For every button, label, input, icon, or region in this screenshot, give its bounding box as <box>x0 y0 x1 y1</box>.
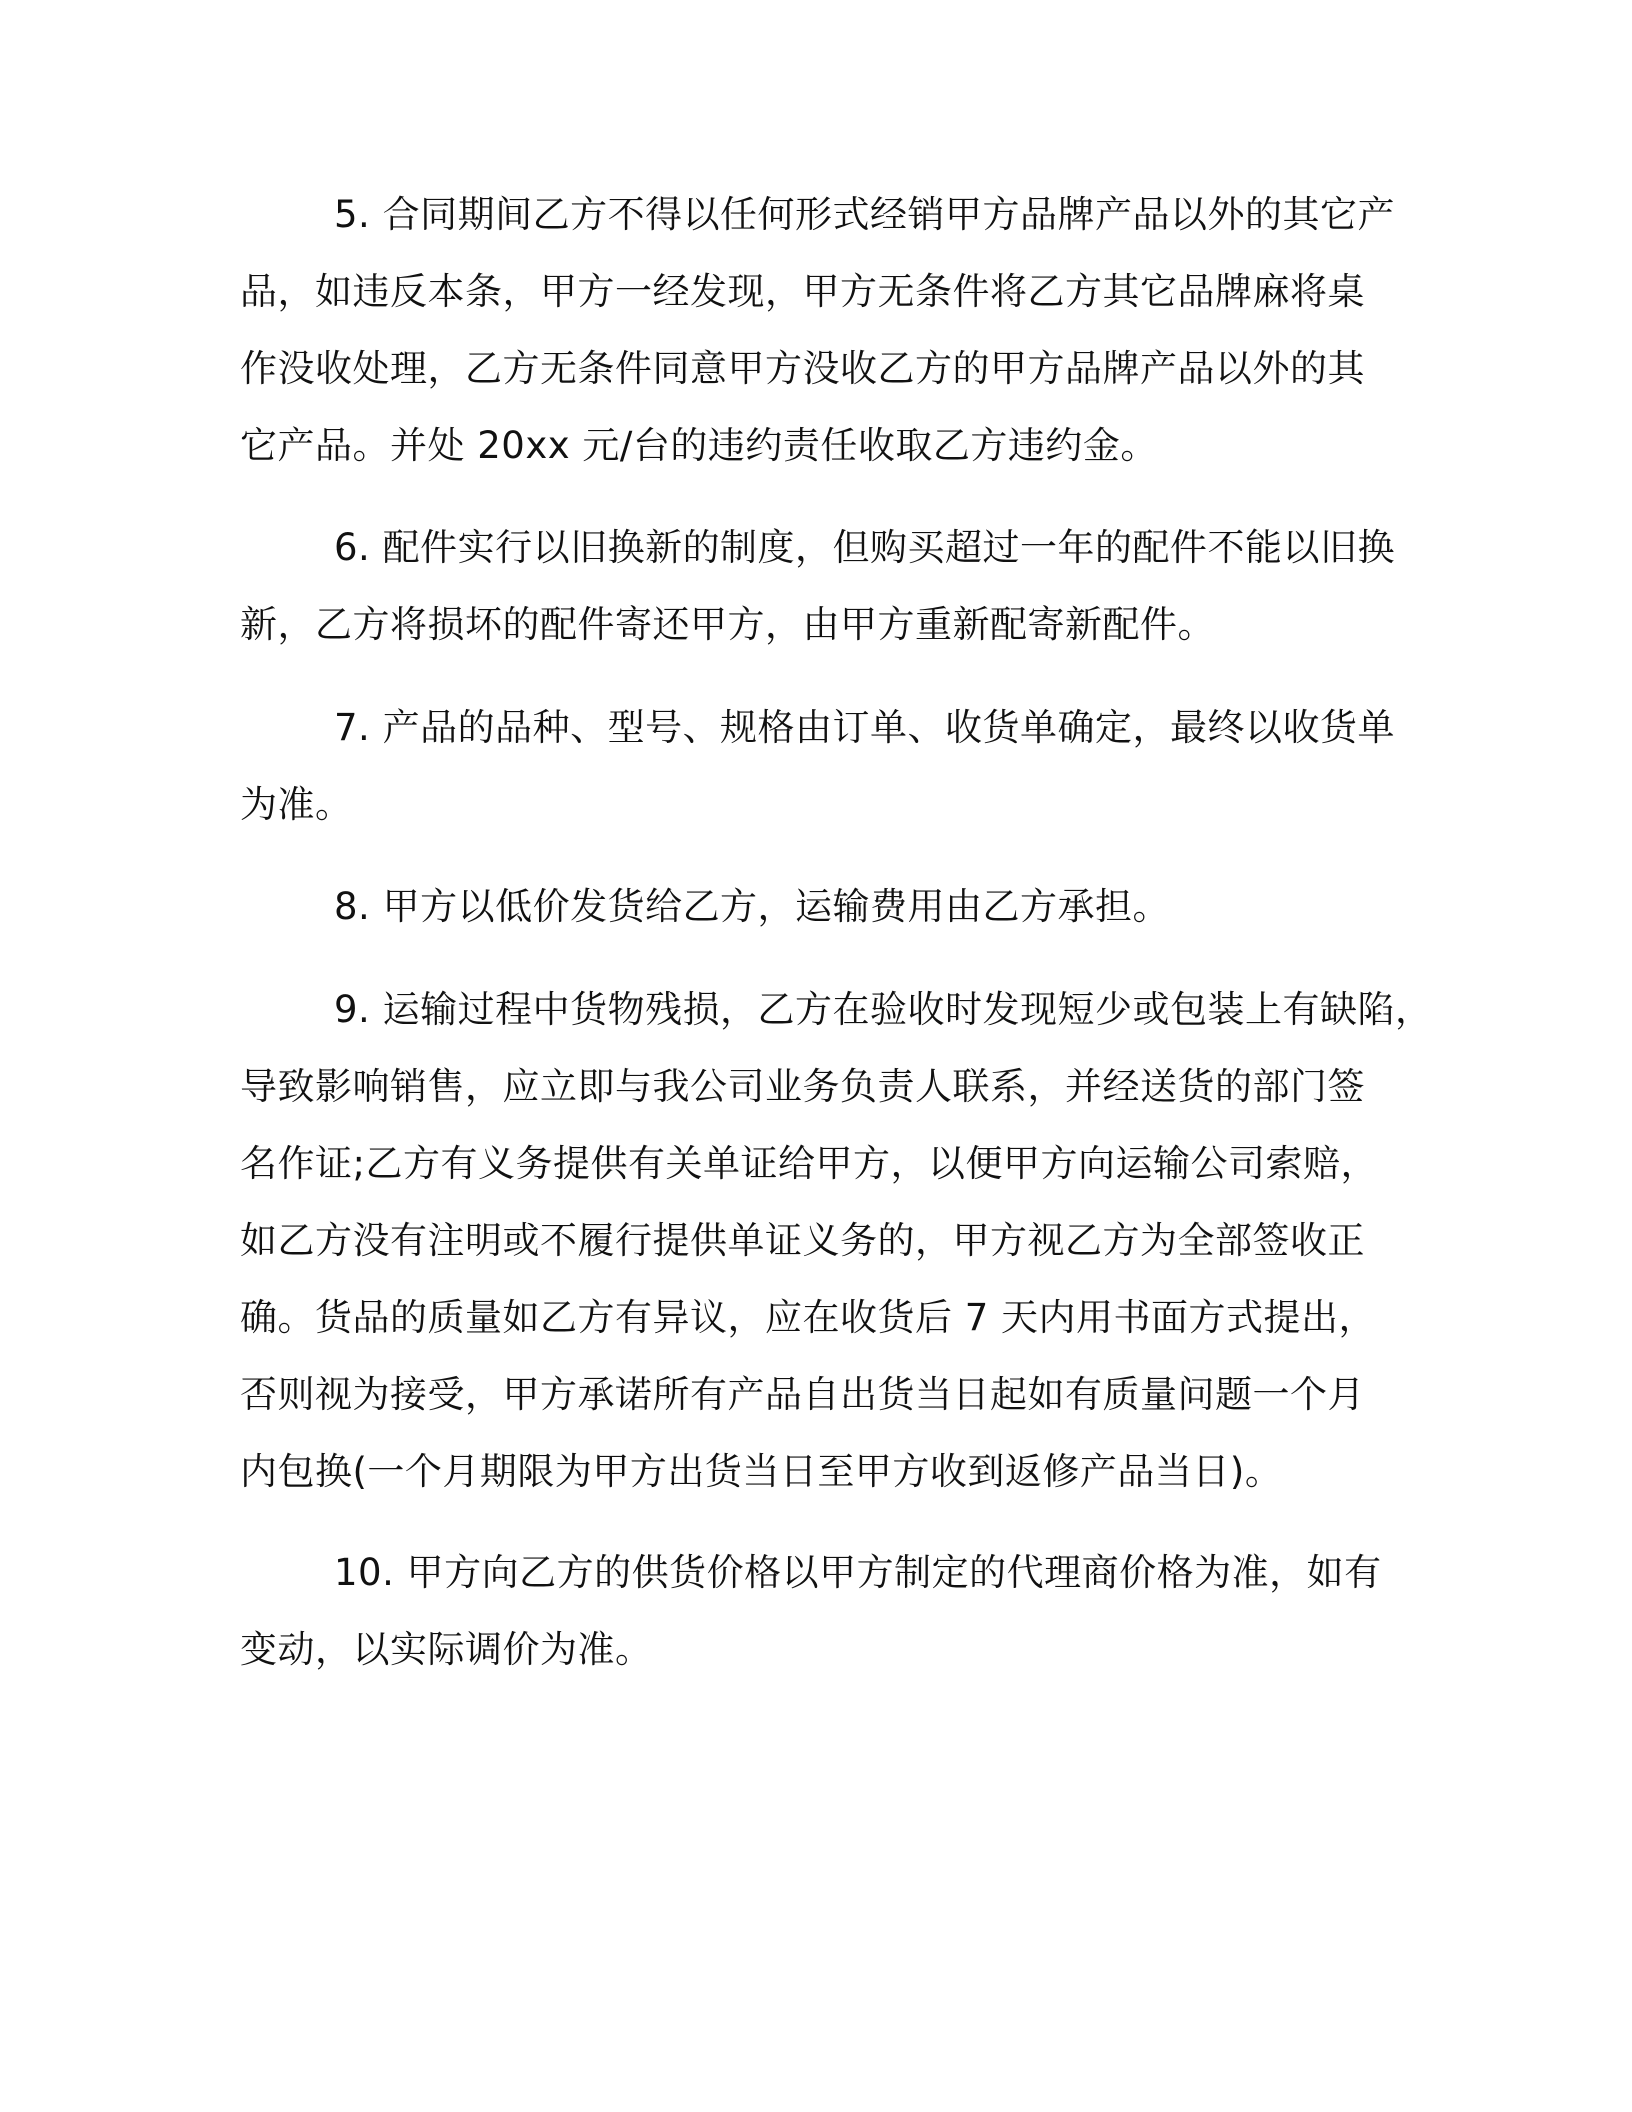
text-line: 否则视为接受，甲方承诺所有产品自出货当日起如有质量问题一个月 <box>240 1373 1365 1416</box>
text-line: 名作证;乙方有义务提供有关单证给甲方，以便甲方向运输公司索赔， <box>240 1142 1378 1185</box>
text-line: 5. 合同期间乙方不得以任何形式经销甲方品牌产品以外的其它产 <box>334 193 1396 236</box>
text-line: 确。货品的质量如乙方有异议，应在收货后 7 天内用书面方式提出， <box>240 1296 1377 1339</box>
text-line: 品，如违反本条，甲方一经发现，甲方无条件将乙方其它品牌麻将桌 <box>240 270 1365 313</box>
text-line: 6. 配件实行以旧换新的制度，但购买超过一年的配件不能以旧换 <box>334 526 1396 569</box>
text-line: 导致影响销售，应立即与我公司业务负责人联系，并经送货的部门签 <box>240 1065 1365 1108</box>
text-line: 10. 甲方向乙方的供货价格以甲方制定的代理商价格为准，如有 <box>334 1551 1382 1594</box>
text-line: 7. 产品的品种、型号、规格由订单、收货单确定，最终以收货单 <box>334 706 1396 749</box>
text-line: 如乙方没有注明或不履行提供单证义务的，甲方视乙方为全部签收正 <box>240 1219 1365 1262</box>
text-line: 变动，以实际调价为准。 <box>240 1628 653 1671</box>
text-line: 作没收处理，乙方无条件同意甲方没收乙方的甲方品牌产品以外的其 <box>240 347 1365 390</box>
text-line: 为准。 <box>240 783 353 826</box>
text-line: 新，乙方将损坏的配件寄还甲方，由甲方重新配寄新配件。 <box>240 603 1215 646</box>
text-line: 它产品。并处 20xx 元/台的违约责任收取乙方违约金。 <box>240 424 1158 467</box>
text-line: 8. 甲方以低价发货给乙方，运输费用由乙方承担。 <box>334 885 1171 928</box>
text-line: 内包换(一个月期限为甲方出货当日至甲方收到返修产品当日)。 <box>240 1450 1283 1493</box>
text-line: 9. 运输过程中货物残损，乙方在验收时发现短少或包装上有缺陷， <box>334 988 1433 1031</box>
